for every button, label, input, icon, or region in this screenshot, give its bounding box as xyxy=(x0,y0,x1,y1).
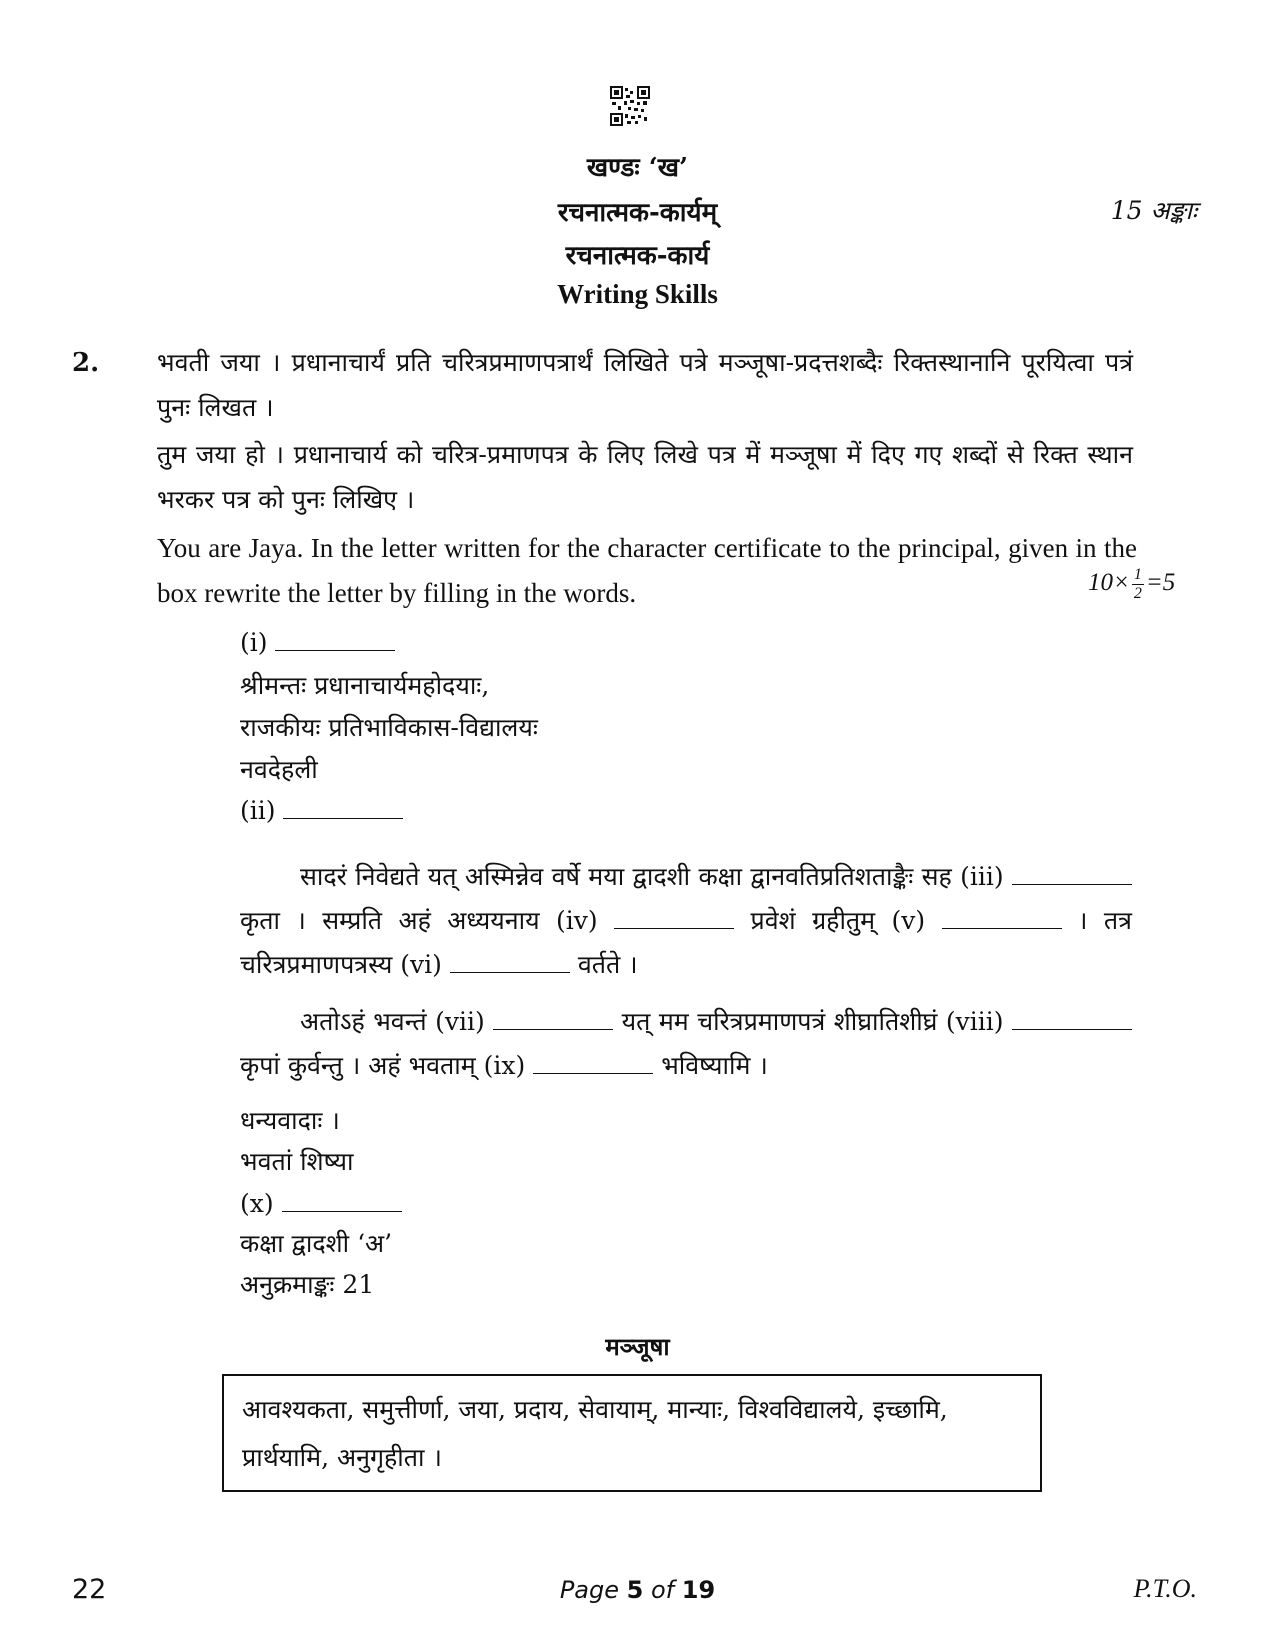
page-prefix: Page xyxy=(559,1576,619,1604)
page-current: 5 xyxy=(626,1576,644,1604)
letter-address-1: श्रीमन्तः प्रधानाचार्यमहोदयाः, xyxy=(240,671,490,700)
question-marks xyxy=(1088,566,1175,603)
para1-text-5: वर्तते । xyxy=(577,950,638,979)
marks-prefix: 10× xyxy=(1088,569,1130,597)
marks-denominator: 2 xyxy=(1133,585,1142,602)
para2-text-4: भविष्यामि । xyxy=(661,1051,768,1080)
marks-suffix: =5 xyxy=(1145,569,1176,597)
blank-label-viii: (viii) xyxy=(945,1007,1004,1036)
blank-v[interactable] xyxy=(942,908,1062,929)
blank-label-ix: (ix) xyxy=(483,1051,526,1080)
para1-line1: सादरं निवेद्यते यत् अस्मिन्नेव वर्षे मया द्वादशी कक्षा द्वानवतिप्रतिशताङ्कैः सह xyxy=(300,862,952,891)
blank-label-vii: (vii) xyxy=(435,1007,485,1036)
instruction-sanskrit: भवती जया । प्रधानाचार्यं प्रति चरित्रप्रमाणपत्रार्थं लिखिते पत्रे मञ्जूषा-प्रदत्तशब्दैः रिक्तस्थानानि पूरयित्वा पत्रं पुनः लिखत । xyxy=(157,348,1133,422)
letter-closing-class: कक्षा द्वादशी ‘अ’ xyxy=(240,1229,393,1258)
letter-closing-roll: अनुक्रमाङ्कः 21 xyxy=(240,1270,375,1299)
title-hindi: रचनात्मक-कार्य xyxy=(565,241,710,271)
letter-paragraph-2 xyxy=(240,1000,1132,1088)
blank-label-iv: (iv) xyxy=(556,906,598,935)
word-box-title: मञ्जूषा xyxy=(605,1332,670,1361)
letter-closing-student: भवतां शिष्या xyxy=(240,1147,354,1176)
para2-text-2: यत् मम चरित्रप्रमाणपत्रं शीघ्रातिशीघ्रं xyxy=(621,1007,938,1036)
blank-vii[interactable] xyxy=(493,1009,613,1030)
word-box: आवश्यकता, समुत्तीर्णा, जया, प्रदाय, सेवायाम्, मान्याः, विश्वविद्यालये, इच्छामि, प्रार्थयामि, अनुगृहीता । xyxy=(222,1374,1042,1492)
question-number: 2. xyxy=(72,348,100,378)
para2-text-1: अतोऽहं भवन्तं xyxy=(300,1007,427,1036)
para1-text-4: । तत्र चरित्रप्रमाणपत्रस्य xyxy=(240,906,1132,979)
blank-label-v: (v) xyxy=(891,906,926,935)
blank-label-ii: (ii) xyxy=(240,796,276,825)
page-number xyxy=(0,1576,1275,1604)
para2-text-3: कृपां कुर्वन्तु । अहं भवताम् xyxy=(240,1051,476,1080)
section-heading: खण्डः ‘ख’ xyxy=(586,153,689,183)
blank-label-vi: (vi) xyxy=(400,950,442,979)
please-turn-over: P.T.O. xyxy=(1133,1574,1197,1603)
blank-viii[interactable] xyxy=(1012,1009,1132,1030)
instruction-hindi: तुम जया हो । प्रधानाचार्य को चरित्र-प्रमाणपत्र के लिए लिखे पत्र में मञ्जूषा में दिए गए शब्दों से रिक्त स्थान भरकर पत्र को पुनः लिखिए । xyxy=(157,440,1133,514)
letter-address-2: राजकीयः प्रतिभाविकास-विद्यालयः xyxy=(240,713,538,742)
blank-label-iii: (iii) xyxy=(960,862,1004,891)
marks-fraction xyxy=(1132,566,1144,603)
letter-line-x xyxy=(240,1189,402,1219)
blank-ix[interactable] xyxy=(533,1053,653,1074)
page-total: 19 xyxy=(681,1576,716,1604)
letter-closing-thanks: धन्यवादाः । xyxy=(240,1106,340,1135)
blank-iv[interactable] xyxy=(614,908,734,929)
para1-text-3: प्रवेशं ग्रहीतुम् xyxy=(750,906,876,935)
title-english: Writing Skills xyxy=(557,279,718,309)
paper-code: 22 xyxy=(72,1574,107,1605)
title-sanskrit: रचनात्मक-कार्यम् xyxy=(557,198,718,228)
blank-i[interactable] xyxy=(275,630,395,651)
letter-line-ii xyxy=(240,796,403,826)
section-marks: 15 अङ्काः xyxy=(1110,196,1197,225)
blank-label-i: (i) xyxy=(240,628,268,657)
blank-label-x: (x) xyxy=(240,1189,274,1218)
letter-address-3: नवदेहली xyxy=(240,755,318,784)
blank-ii[interactable] xyxy=(283,798,403,819)
blank-vi[interactable] xyxy=(450,952,570,973)
qr-code xyxy=(610,86,650,126)
blank-x[interactable] xyxy=(282,1191,402,1212)
para1-text-2: कृता । सम्प्रति अहं अध्ययनाय xyxy=(240,906,540,935)
instruction-english: You are Jaya. In the letter written for the character certificate to the principal, given in the box rewrite the letter by filling in the words. xyxy=(157,533,1137,608)
letter-paragraph-1 xyxy=(240,855,1132,987)
marks-numerator: 1 xyxy=(1133,566,1142,583)
blank-iii[interactable] xyxy=(1012,864,1132,885)
page-of: of xyxy=(650,1576,675,1604)
letter-line-i xyxy=(240,628,395,658)
